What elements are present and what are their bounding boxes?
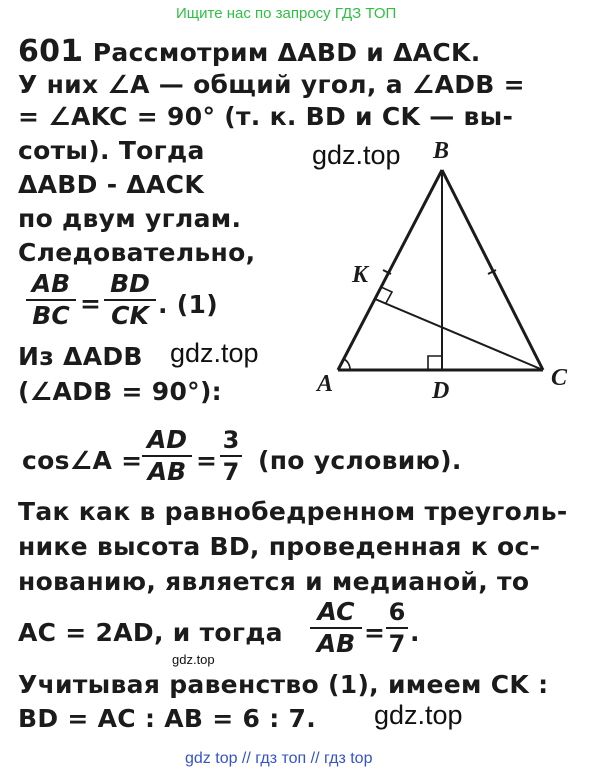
text-line-15: BD = AC : AB = 6 : 7.	[18, 704, 317, 733]
vertex-label-a: A	[317, 371, 334, 397]
fraction-numerator: AC	[317, 597, 355, 626]
watermark: gdz.top	[312, 140, 401, 170]
text-line-14: Учитывая равенство (1), имеем CK :	[18, 670, 549, 699]
text-line-5: ΔABD - ΔACK	[18, 170, 205, 199]
fraction-numerator: AD	[146, 425, 188, 454]
fraction-numerator: 3	[222, 426, 240, 454]
text-line-2: У них ∠A — общий угол, а ∠ADB =	[18, 70, 525, 99]
text-line-10: Так как в равнобедренном треуголь-	[18, 497, 568, 526]
altitude-ck	[375, 299, 543, 370]
vertex-label-b: B	[433, 138, 450, 164]
vertex-label-c: C	[551, 365, 568, 391]
right-angle-mark-k	[381, 287, 392, 303]
fraction-denominator: CK	[111, 301, 149, 330]
angle-a-arc	[344, 359, 350, 370]
text-line-9: (∠ADB = 90°):	[18, 377, 222, 406]
fraction-numerator: BD	[110, 269, 150, 298]
fraction-numerator: 6	[388, 598, 406, 626]
vertex-label-k: K	[352, 262, 369, 288]
search-hint-link[interactable]: Ищите нас по запросу ГДЗ ТОП	[176, 5, 397, 22]
text-line-1: . Рассмотрим ΔABD и ΔACK.	[74, 38, 481, 67]
watermark: gdz.top	[374, 700, 463, 730]
footer-links[interactable]: gdz top // гдз топ // гдз top	[185, 750, 373, 767]
text-line-7: Следовательно,	[18, 238, 256, 267]
text-line-8: Из ΔADB	[18, 342, 143, 371]
watermark-small: gdz.top	[172, 652, 215, 667]
fraction-denominator: 7	[222, 458, 240, 486]
watermark: gdz.top	[170, 338, 259, 368]
text-line-3: = ∠AKC = 90° (т. к. BD и CK — вы-	[18, 102, 514, 131]
cos-suffix: (по условию).	[258, 446, 462, 475]
fraction-denominator: AB	[147, 457, 187, 486]
equation-label-1: . (1)	[158, 290, 218, 319]
vertex-label-d: D	[432, 378, 450, 404]
fraction-denominator: BC	[32, 301, 70, 330]
cos-prefix: cos∠A =	[22, 446, 143, 475]
text-line-6: по двум углам.	[18, 204, 242, 233]
text-line-11: нике высота BD, проведенная к ос-	[18, 532, 541, 561]
fraction-denominator: 7	[388, 630, 406, 658]
text-line-13: AC = 2AD, и тогда	[18, 618, 283, 647]
fraction-denominator: AB	[316, 629, 356, 658]
fraction-numerator: AB	[31, 269, 71, 298]
equals-sign: =	[80, 289, 102, 318]
side-bc	[442, 170, 543, 370]
text-line-12: нованию, является и медианой, то	[18, 567, 530, 596]
right-angle-mark-d	[428, 356, 442, 370]
problem-number: 601	[18, 34, 82, 69]
equals-sign: =	[196, 446, 218, 475]
text-line-4: соты). Тогда	[18, 136, 205, 165]
text-line-13-end: .	[410, 618, 420, 647]
equals-sign: =	[364, 618, 386, 647]
